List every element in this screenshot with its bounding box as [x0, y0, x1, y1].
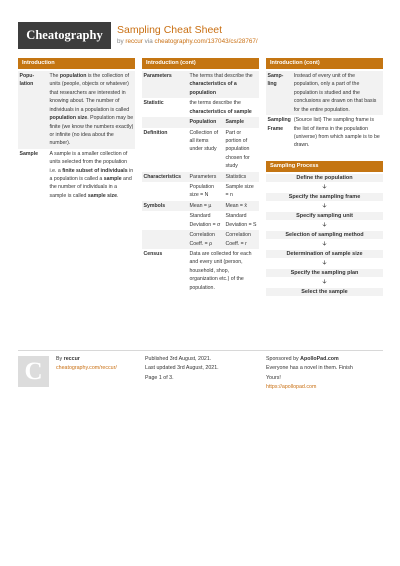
section-heading-sampling-process: Sampling Process: [266, 161, 383, 172]
footer-author-name[interactable]: reccur: [63, 356, 80, 362]
footer-divider: [18, 350, 383, 351]
corr-sample-cell: Correlation Coeff. = r: [224, 230, 259, 249]
term-parameters: Parameters: [142, 71, 188, 98]
author-link[interactable]: reccur: [125, 38, 143, 45]
by-label: by: [117, 38, 124, 45]
bold-term: sample: [103, 176, 122, 183]
bold-term: characteristics of sample: [189, 108, 252, 115]
sheet-url-link[interactable]: cheatography.com/137043/cs/28767/: [154, 38, 258, 45]
column-header-sample: Sample: [224, 117, 259, 127]
text-run: .: [116, 192, 119, 199]
down-arrow-icon: 🡣: [322, 202, 327, 209]
term-sampling-frame: Sampling Frame: [267, 117, 291, 132]
sd-population-cell: Standard Deviation = σ: [189, 213, 221, 228]
footer-dates-block: [145, 355, 219, 383]
term-sample: Sample: [19, 150, 38, 157]
term-characteristics: Characteristics: [142, 172, 188, 182]
bold-term: population: [59, 73, 87, 79]
table-row: [142, 201, 259, 211]
process-step: Specify sampling unit: [266, 212, 383, 220]
process-step: Specify the sampling plan: [266, 269, 383, 277]
process-step: Specify the sampling frame: [266, 193, 383, 201]
bold-term: finite subset of individuals: [62, 167, 128, 174]
footer-author-link[interactable]: cheatography.com/reccur/: [56, 365, 117, 372]
empty-cell: [142, 211, 188, 230]
term-population-line1: Popu-: [19, 73, 35, 79]
term-population: [18, 71, 48, 149]
corr-population-cell: Correlation Coeff. = ρ: [188, 230, 224, 249]
empty-cell: [142, 230, 188, 249]
table-row: [142, 128, 259, 172]
size-population-cell: Population size = N: [189, 184, 215, 199]
text-run: A sample is a smaller collection of units selected from the population i.e. a: [49, 150, 128, 174]
parameters-table: [142, 71, 259, 293]
table-row: [18, 71, 135, 149]
term-census: Census: [143, 251, 163, 258]
footer-sponsor-block: [266, 355, 353, 392]
bold-term: sample size: [87, 192, 117, 199]
sponsor-name[interactable]: ApolloPad.com: [300, 356, 339, 362]
sponsor-label: Sponsored by: [266, 356, 299, 362]
size-sample-cell: Sample size = n: [225, 184, 254, 199]
process-step: Determination of sample size: [266, 250, 383, 258]
mean-population-cell: Mean = µ: [188, 201, 224, 211]
table-row: [142, 182, 259, 201]
updated-date: Last updated 3rd August, 2021.: [145, 365, 219, 372]
text-run: in a population is called a: [49, 167, 134, 183]
char-population-cell: Parameters: [188, 172, 224, 182]
empty-cell: [142, 117, 188, 127]
down-arrow-icon: 🡣: [322, 221, 327, 228]
definition-sampling: Instead of every unit of the population, only a part of the population is studied and the conclusions are drawn on that basis for the entire population.: [292, 71, 383, 115]
text-run: is the collection of units (people, objects or whatever) that researchers are interested in knowing about. The number of individuals in a population is called: [49, 73, 130, 113]
section-heading-introduction-cont: Introduction (cont): [142, 58, 259, 69]
text-run: . Population may be finite (we know the numbers exactly) or infinite (no idea about the number).: [49, 115, 134, 147]
table-row: [266, 71, 383, 115]
definition-statistic: [188, 98, 259, 117]
definition-sampling-frame: (Source list) The sampling frame is the list of items in the population (universe) from which sample is to be drawn.: [293, 117, 380, 149]
cheatography-logo[interactable]: Cheatography: [18, 22, 111, 49]
cheatography-c-logo-icon: C: [18, 356, 49, 387]
section-heading-introduction-cont: Introduction (cont): [266, 58, 383, 69]
sponsor-tagline-1: Everyone has a novel in them. Finish: [266, 365, 353, 372]
sponsor-tagline-2: Yours!: [266, 374, 281, 381]
table-row: [142, 98, 259, 117]
process-step: Define the population: [266, 174, 383, 182]
down-arrow-icon: 🡣: [322, 259, 327, 266]
definition-population: [48, 71, 135, 149]
definition-census: Data are collected for each and every unit (person, household, shop, organization etc.) of the population.: [189, 251, 252, 291]
text-run: and the number of individuals in a sample is called: [49, 176, 132, 199]
table-row: [142, 172, 259, 182]
definition-population-cell: Collection of all items under study: [189, 129, 219, 153]
definition-sample: [48, 149, 135, 202]
down-arrow-icon: 🡣: [322, 183, 327, 190]
column-introduction: [18, 58, 135, 201]
term-definition: Definition: [143, 129, 168, 136]
page-title[interactable]: Sampling Cheat Sheet: [117, 24, 223, 36]
text-run: The terms that describe the: [189, 73, 253, 79]
published-date: Published 3rd August, 2021.: [145, 356, 212, 362]
table-row: [18, 149, 135, 202]
column-header-population: Population: [188, 117, 224, 127]
term-sampling: [266, 71, 292, 115]
table-row: [142, 117, 259, 127]
text-run: The: [49, 73, 60, 79]
page-number: Page 1 of 3.: [145, 374, 174, 381]
footer-author-block: [56, 355, 117, 374]
column-introduction-cont: [142, 58, 259, 293]
sampling-table: [266, 71, 383, 151]
term-population-line2: lation: [19, 81, 34, 88]
sponsor-link[interactable]: https://apollopad.com: [266, 383, 317, 390]
char-sample-cell: Statistics: [224, 172, 259, 182]
table-row: [266, 115, 383, 151]
table-row: [142, 249, 259, 293]
sampling-process-list: [266, 174, 383, 296]
table-row: [142, 71, 259, 98]
table-row: [142, 230, 259, 249]
term-sampling-line1: Samp-: [267, 73, 284, 79]
definition-sample-cell: Part or portion of population chosen for study: [225, 129, 250, 170]
down-arrow-icon: 🡣: [322, 240, 327, 247]
bold-term: population size: [49, 115, 88, 122]
term-symbols: Symbols: [142, 201, 188, 211]
byline: [117, 38, 258, 45]
introduction-table: [18, 71, 135, 201]
footer-by-label: By: [56, 356, 63, 362]
down-arrow-icon: 🡣: [322, 278, 327, 285]
process-step: Select the sample: [266, 288, 383, 296]
bold-term: characteristics of a population: [189, 81, 237, 96]
definition-parameters: [188, 71, 259, 98]
column-introduction-cont-2: [266, 58, 383, 296]
empty-cell: [142, 182, 188, 201]
mean-sample-cell: Mean = x̄: [224, 201, 259, 211]
sd-sample-cell: Standard Deviation = S: [225, 213, 257, 228]
table-row: [142, 211, 259, 230]
section-heading-introduction: Introduction: [18, 58, 135, 69]
page-header: [0, 0, 400, 58]
process-step: Selection of sampling method: [266, 231, 383, 239]
term-sampling-line2: ling: [267, 81, 277, 88]
text-run: the terms describe the: [189, 100, 241, 107]
via-label: via: [144, 38, 153, 45]
term-statistic: Statistic: [143, 100, 164, 107]
page-footer: [0, 350, 400, 420]
